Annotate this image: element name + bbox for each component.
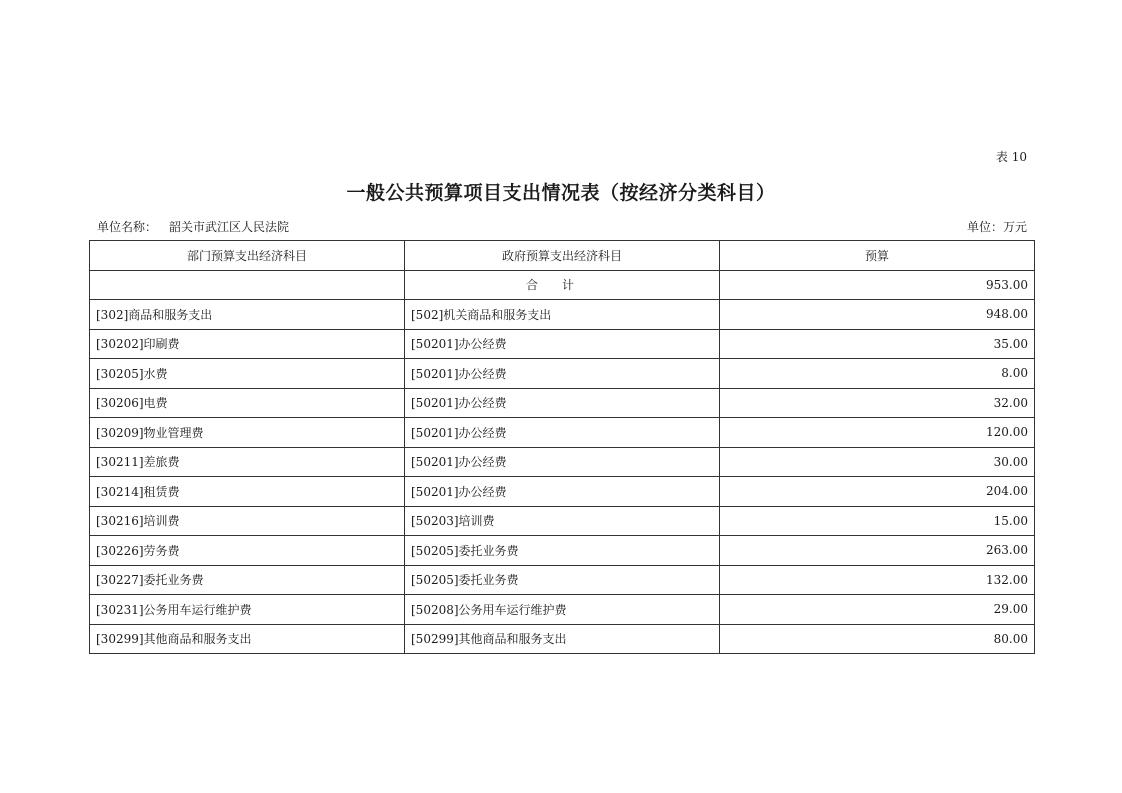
dept-item: [302]商品和服务支出 — [90, 300, 405, 330]
gov-item: [50205]委托业务费 — [405, 536, 720, 566]
unit-name-label: 单位名称： — [97, 220, 158, 234]
table-row — [90, 329, 1035, 359]
gov-item: [50201]办公经费 — [405, 447, 720, 477]
page-title: 一般公共预算项目支出情况表（按经济分类科目） — [346, 182, 776, 204]
dept-item: [30214]租赁费 — [90, 477, 405, 507]
amount: 30.00 — [720, 447, 1035, 477]
budget-table — [89, 240, 1035, 654]
total-empty-cell — [90, 270, 405, 300]
table-row — [90, 624, 1035, 654]
table-row — [90, 506, 1035, 536]
dept-item: [30211]差旅费 — [90, 447, 405, 477]
dept-item: [30216]培训费 — [90, 506, 405, 536]
column-header-gov: 政府预算支出经济科目 — [405, 241, 720, 271]
table-row — [90, 595, 1035, 625]
table-row — [90, 300, 1035, 330]
amount: 948.00 — [720, 300, 1035, 330]
amount: 29.00 — [720, 595, 1035, 625]
gov-item: [50201]办公经费 — [405, 418, 720, 448]
table-row — [90, 388, 1035, 418]
unit-name-value: 韶关市武江区人民法院 — [169, 220, 290, 234]
gov-item: [50203]培训费 — [405, 506, 720, 536]
dept-item: [30231]公务用车运行维护费 — [90, 595, 405, 625]
table-number: 表 10 — [995, 150, 1027, 164]
gov-item: [50208]公务用车运行维护费 — [405, 595, 720, 625]
amount: 263.00 — [720, 536, 1035, 566]
amount: 132.00 — [720, 565, 1035, 595]
dept-item: [30227]委托业务费 — [90, 565, 405, 595]
gov-item: [50201]办公经费 — [405, 388, 720, 418]
dept-item: [30206]电费 — [90, 388, 405, 418]
amount: 204.00 — [720, 477, 1035, 507]
column-header-dept: 部门预算支出经济科目 — [90, 241, 405, 271]
dept-item: [30205]水费 — [90, 359, 405, 389]
table-row — [90, 418, 1035, 448]
amount: 80.00 — [720, 624, 1035, 654]
column-header-amount: 预算 — [720, 241, 1035, 271]
amount: 120.00 — [720, 418, 1035, 448]
gov-item: [50201]办公经费 — [405, 329, 720, 359]
currency-unit: 单位：万元 — [966, 220, 1027, 234]
amount: 15.00 — [720, 506, 1035, 536]
gov-item: [50201]办公经费 — [405, 477, 720, 507]
table-row — [90, 359, 1035, 389]
total-row — [90, 270, 1035, 300]
total-label: 合计 — [405, 270, 720, 300]
table-row — [90, 536, 1035, 566]
dept-item: [30202]印刷费 — [90, 329, 405, 359]
amount: 32.00 — [720, 388, 1035, 418]
table-header-row — [90, 241, 1035, 271]
dept-item: [30226]劳务费 — [90, 536, 405, 566]
unit-name-line — [97, 218, 289, 235]
amount: 35.00 — [720, 329, 1035, 359]
total-value: 953.00 — [720, 270, 1035, 300]
dept-item: [30209]物业管理费 — [90, 418, 405, 448]
dept-item: [30299]其他商品和服务支出 — [90, 624, 405, 654]
table-row — [90, 565, 1035, 595]
gov-item: [50201]办公经费 — [405, 359, 720, 389]
table-row — [90, 477, 1035, 507]
gov-item: [50205]委托业务费 — [405, 565, 720, 595]
gov-item: [502]机关商品和服务支出 — [405, 300, 720, 330]
amount: 8.00 — [720, 359, 1035, 389]
gov-item: [50299]其他商品和服务支出 — [405, 624, 720, 654]
table-row — [90, 447, 1035, 477]
